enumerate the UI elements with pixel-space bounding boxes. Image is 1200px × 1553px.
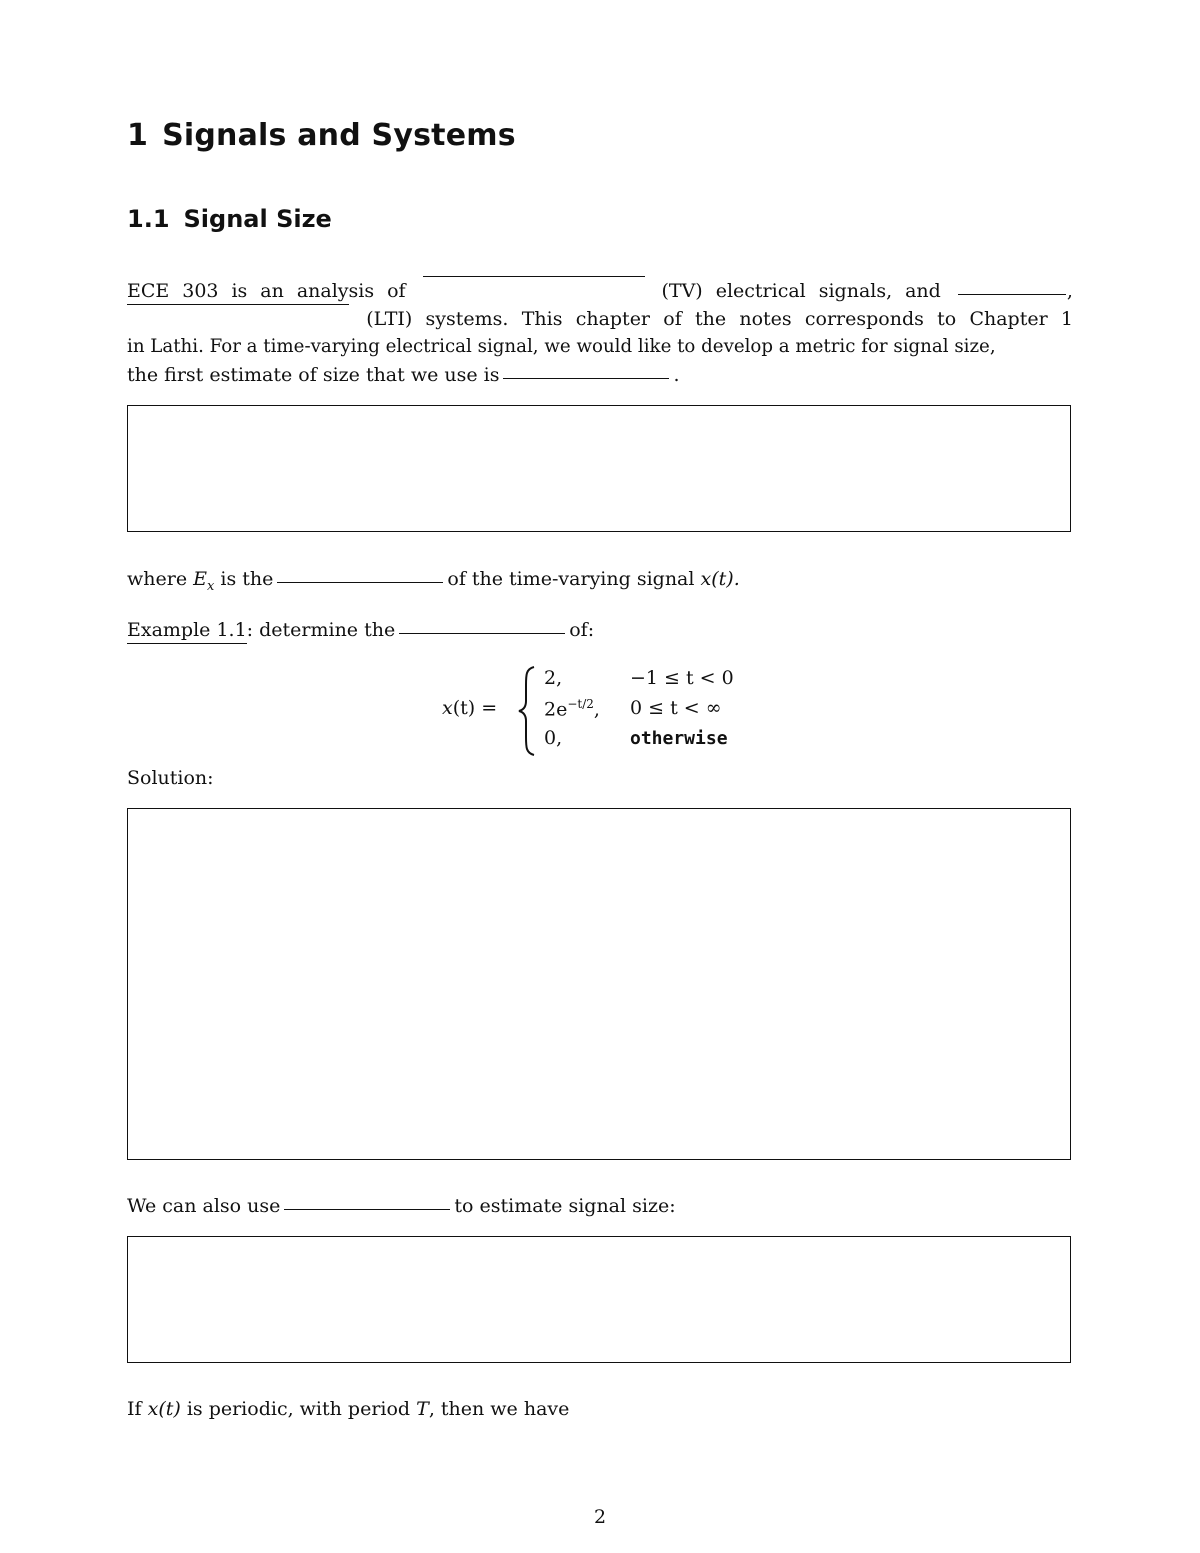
word: analysis bbox=[296, 280, 375, 302]
case-condition-2: 0 ≤ t < ∞ bbox=[630, 697, 722, 719]
text: of the time-varying signal bbox=[447, 568, 695, 590]
intro-line-4 bbox=[127, 361, 1073, 389]
equation-lhs bbox=[442, 697, 497, 719]
math-arg: (t) = bbox=[452, 697, 498, 719]
fill-in-blank-power[interactable] bbox=[284, 1208, 450, 1210]
word: is bbox=[231, 280, 248, 302]
word: of bbox=[387, 280, 406, 302]
text: the first estimate of size that we use is bbox=[127, 364, 500, 386]
intro-line-2 bbox=[127, 305, 1073, 333]
solution-label: Solution: bbox=[127, 767, 214, 789]
math-var: x bbox=[147, 1398, 159, 1420]
fill-in-blank-energy[interactable] bbox=[503, 377, 669, 379]
subsection-number: 1.1 bbox=[127, 205, 170, 233]
text: If bbox=[127, 1398, 142, 1420]
example-text bbox=[127, 616, 1073, 644]
math-sub: x bbox=[207, 578, 215, 594]
text: . bbox=[673, 364, 680, 386]
math-text: 2e bbox=[544, 698, 568, 721]
word: ECE bbox=[127, 280, 170, 302]
word: an bbox=[260, 280, 284, 302]
word: to bbox=[937, 308, 957, 330]
word: chapter bbox=[575, 308, 651, 330]
word: Chapter bbox=[969, 308, 1048, 330]
fill-in-blank-example[interactable] bbox=[399, 632, 565, 634]
intro-line-3: in Lathi. For a time-varying electrical signal, we would like to develop a metric for signal size, bbox=[127, 336, 996, 357]
periodic-text bbox=[127, 1395, 1073, 1423]
word: notes bbox=[739, 308, 792, 330]
math-var: x bbox=[442, 697, 453, 719]
fill-in-blank-lti[interactable] bbox=[127, 303, 349, 305]
answer-box-solution[interactable] bbox=[127, 808, 1071, 1160]
case-condition-3: otherwise bbox=[630, 728, 728, 749]
where-text bbox=[127, 565, 1073, 601]
math-exponent: −t/2 bbox=[567, 697, 594, 711]
word: , bbox=[1066, 280, 1073, 302]
word: electrical bbox=[715, 280, 806, 302]
intro-line-1 bbox=[127, 277, 1073, 305]
word: the bbox=[694, 308, 727, 330]
left-brace-icon bbox=[516, 665, 538, 757]
subsection-heading bbox=[127, 205, 332, 233]
word: This bbox=[521, 308, 563, 330]
case-condition-1: −1 ≤ t < 0 bbox=[630, 667, 734, 689]
text: We can also use bbox=[127, 1195, 281, 1217]
math-var: E bbox=[193, 568, 207, 590]
solution-label-line bbox=[127, 764, 1073, 792]
power-text bbox=[127, 1192, 1073, 1220]
where-line bbox=[127, 565, 1073, 601]
word: 303 bbox=[182, 280, 219, 302]
word: corresponds bbox=[804, 308, 924, 330]
math-var: T bbox=[416, 1398, 429, 1420]
math-var: x bbox=[700, 568, 712, 590]
word: (TV) bbox=[661, 280, 703, 302]
case-value-1: 2, bbox=[544, 667, 563, 689]
word: and bbox=[905, 280, 941, 302]
section-title: Signals and Systems bbox=[162, 118, 516, 153]
word: of bbox=[663, 308, 682, 330]
example-label: Example 1.1 bbox=[127, 619, 247, 644]
answer-box-power-definition[interactable] bbox=[127, 1236, 1071, 1363]
answer-box-energy-definition[interactable] bbox=[127, 405, 1071, 532]
text: to estimate signal size: bbox=[454, 1195, 676, 1217]
math-arg: (t) bbox=[158, 1398, 181, 1420]
case-value-3: 0, bbox=[544, 727, 563, 749]
text: : determine the bbox=[246, 619, 396, 641]
fill-in-blank-tv[interactable] bbox=[423, 275, 645, 277]
subsection-title: Signal Size bbox=[183, 205, 332, 233]
math-text: , bbox=[593, 698, 600, 721]
math-arg: (t). bbox=[711, 568, 740, 590]
section-heading bbox=[127, 118, 516, 153]
example-line bbox=[127, 616, 1073, 644]
periodic-line bbox=[127, 1395, 1073, 1423]
fill-in-blank-where[interactable] bbox=[277, 581, 443, 583]
word: 1 bbox=[1060, 308, 1073, 330]
text: where bbox=[127, 568, 188, 590]
intro-paragraph bbox=[127, 277, 1073, 389]
fill-in-blank-linear[interactable] bbox=[958, 293, 1066, 295]
word: (LTI) bbox=[366, 308, 413, 330]
text: is periodic, with period bbox=[186, 1398, 411, 1420]
power-line bbox=[127, 1192, 1073, 1220]
text: , then we have bbox=[428, 1398, 570, 1420]
text: is the bbox=[220, 568, 274, 590]
page-number: 2 bbox=[593, 1506, 607, 1528]
case-value-2 bbox=[544, 697, 600, 720]
section-number: 1 bbox=[127, 118, 149, 153]
piecewise-equation bbox=[440, 665, 760, 757]
word: signals, bbox=[818, 280, 893, 302]
text: of: bbox=[569, 619, 595, 641]
word: systems. bbox=[425, 308, 509, 330]
